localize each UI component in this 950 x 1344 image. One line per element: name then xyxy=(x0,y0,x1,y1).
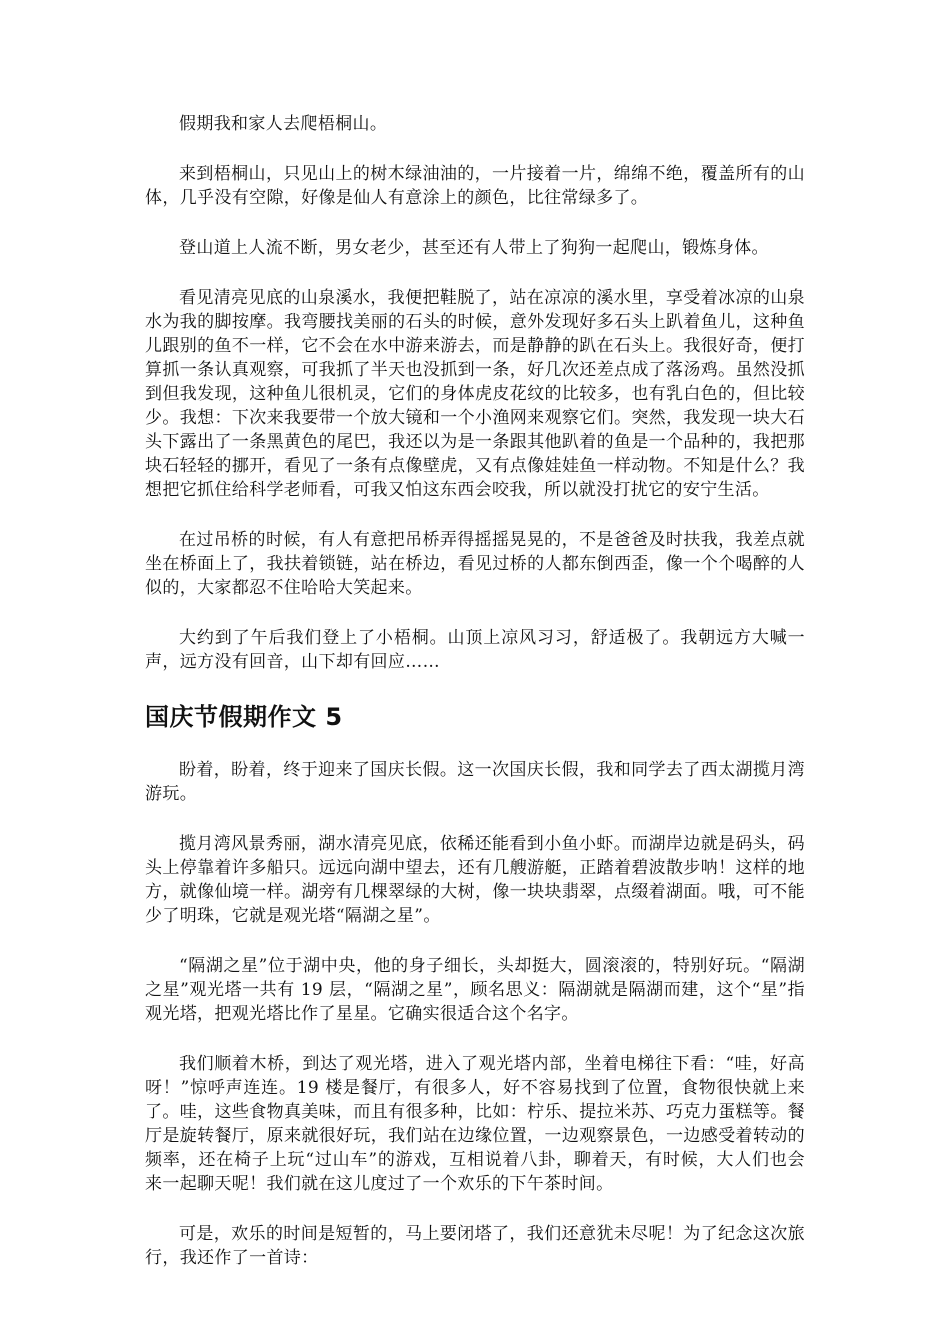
paragraph: 登山道上人流不断，男女老少，甚至还有人带上了狗狗一起爬山，锻炼身体。 xyxy=(179,238,769,258)
paragraph: 看见清亮见底的山泉溪水，我便把鞋脱了，站在凉凉的溪水里，享受着冰凉的山泉水为我的脚按摩。我弯腰找美丽的石头的时候，意外发现好多石头上趴着鱼儿，这种鱼儿跟别的鱼不一样，它不会在水中游来游去，而是静静的趴在石头上。我很好奇，便打算抓一条认真观察，可我抓了半天也没抓到一条，好几次还差点成了落汤鸡。虽然没抓到但我发现，这种鱼儿很机灵，它们的身体虎皮花纹的比较多，也有乳白色的，但比较少。我想：下次来我要带一个放大镜和一个小渔网来观察它们。突然，我发现一块大石头下露出了一条黑黄色的尾巴，我还以为是一条跟其他趴着的鱼是一个品种的，我把那块石轻轻的挪开，看见了一条有点像壁虎，又有点像娃娃鱼一样动物。不知是什么？我想把它抓住给科学老师看，可我又怕这东西会咬我，所以就没打扰它的安宁生活。 xyxy=(145,288,805,500)
paragraph: 可是，欢乐的时间是短暂的，马上要闭塔了，我们还意犹未尽呢！为了纪念这次旅行，我还作了一首诗： xyxy=(145,1224,805,1268)
paragraph: 来到梧桐山，只见山上的树木绿油油的，一片接着一片，绵绵不绝，覆盖所有的山体，几乎没有空隙，好像是仙人有意涂上的颜色，比往常绿多了。 xyxy=(145,164,805,208)
paragraph: 大约到了午后我们登上了小梧桐。山顶上凉风习习，舒适极了。我朝远方大喊一声，远方没有回音，山下却有回应…… xyxy=(145,628,805,672)
paragraph: 我们顺着木桥，到达了观光塔，进入了观光塔内部，坐着电梯往下看：“哇，好高呀！”惊呼声连连。19 楼是餐厅，有很多人，好不容易找到了位置，食物很快就上来了。哇，这些食物真美味，而且有很多种，比如：柠乐、提拉米苏、巧克力蛋糕等。餐厅是旋转餐厅，原来就很好玩，我们站在边缘位置，一边观察景色，一边感受着转动的频率，还在椅子上玩“过山车”的游戏，互相说着八卦，聊着天，有时候，大人们也会来一起聊天呢！我们就在这儿度过了一个欢乐的下午茶时间。 xyxy=(145,1054,805,1194)
section-title: 国庆节假期作文 5 xyxy=(145,703,343,731)
paragraph: 揽月湾风景秀丽，湖水清亮见底，依稀还能看到小鱼小虾。而湖岸边就是码头，码头上停靠着许多船只。远远向湖中望去，还有几艘游艇，正踏着碧波散步呐！这样的地方，就像仙境一样。湖旁有几棵翠绿的大树，像一块块翡翠，点缀着湖面。哦，可不能少了明珠，它就是观光塔“隔湖之星”。 xyxy=(145,834,805,926)
paragraph: 盼着，盼着，终于迎来了国庆长假。这一次国庆长假，我和同学去了西太湖揽月湾游玩。 xyxy=(145,760,805,804)
paragraph: “隔湖之星”位于湖中央，他的身子细长，头却挺大，圆滚滚的，特别好玩。“隔湖之星”观光塔一共有 19 层，“隔湖之星”，顾名思义：隔湖就是隔湖而建，这个“星”指观光塔，把观光塔比作了星星。它确实很适合这个名字。 xyxy=(145,956,805,1024)
paragraph: 假期我和家人去爬梧桐山。 xyxy=(179,114,388,134)
paragraph: 在过吊桥的时候，有人有意把吊桥弄得摇摇晃晃的，不是爸爸及时扶我，我差点就坐在桥面上了，我扶着锁链，站在桥边，看见过桥的人都东倒西歪，像一个个喝醉的人似的，大家都忍不住哈哈大笑起来。 xyxy=(145,530,805,598)
document-page xyxy=(145,112,805,1296)
